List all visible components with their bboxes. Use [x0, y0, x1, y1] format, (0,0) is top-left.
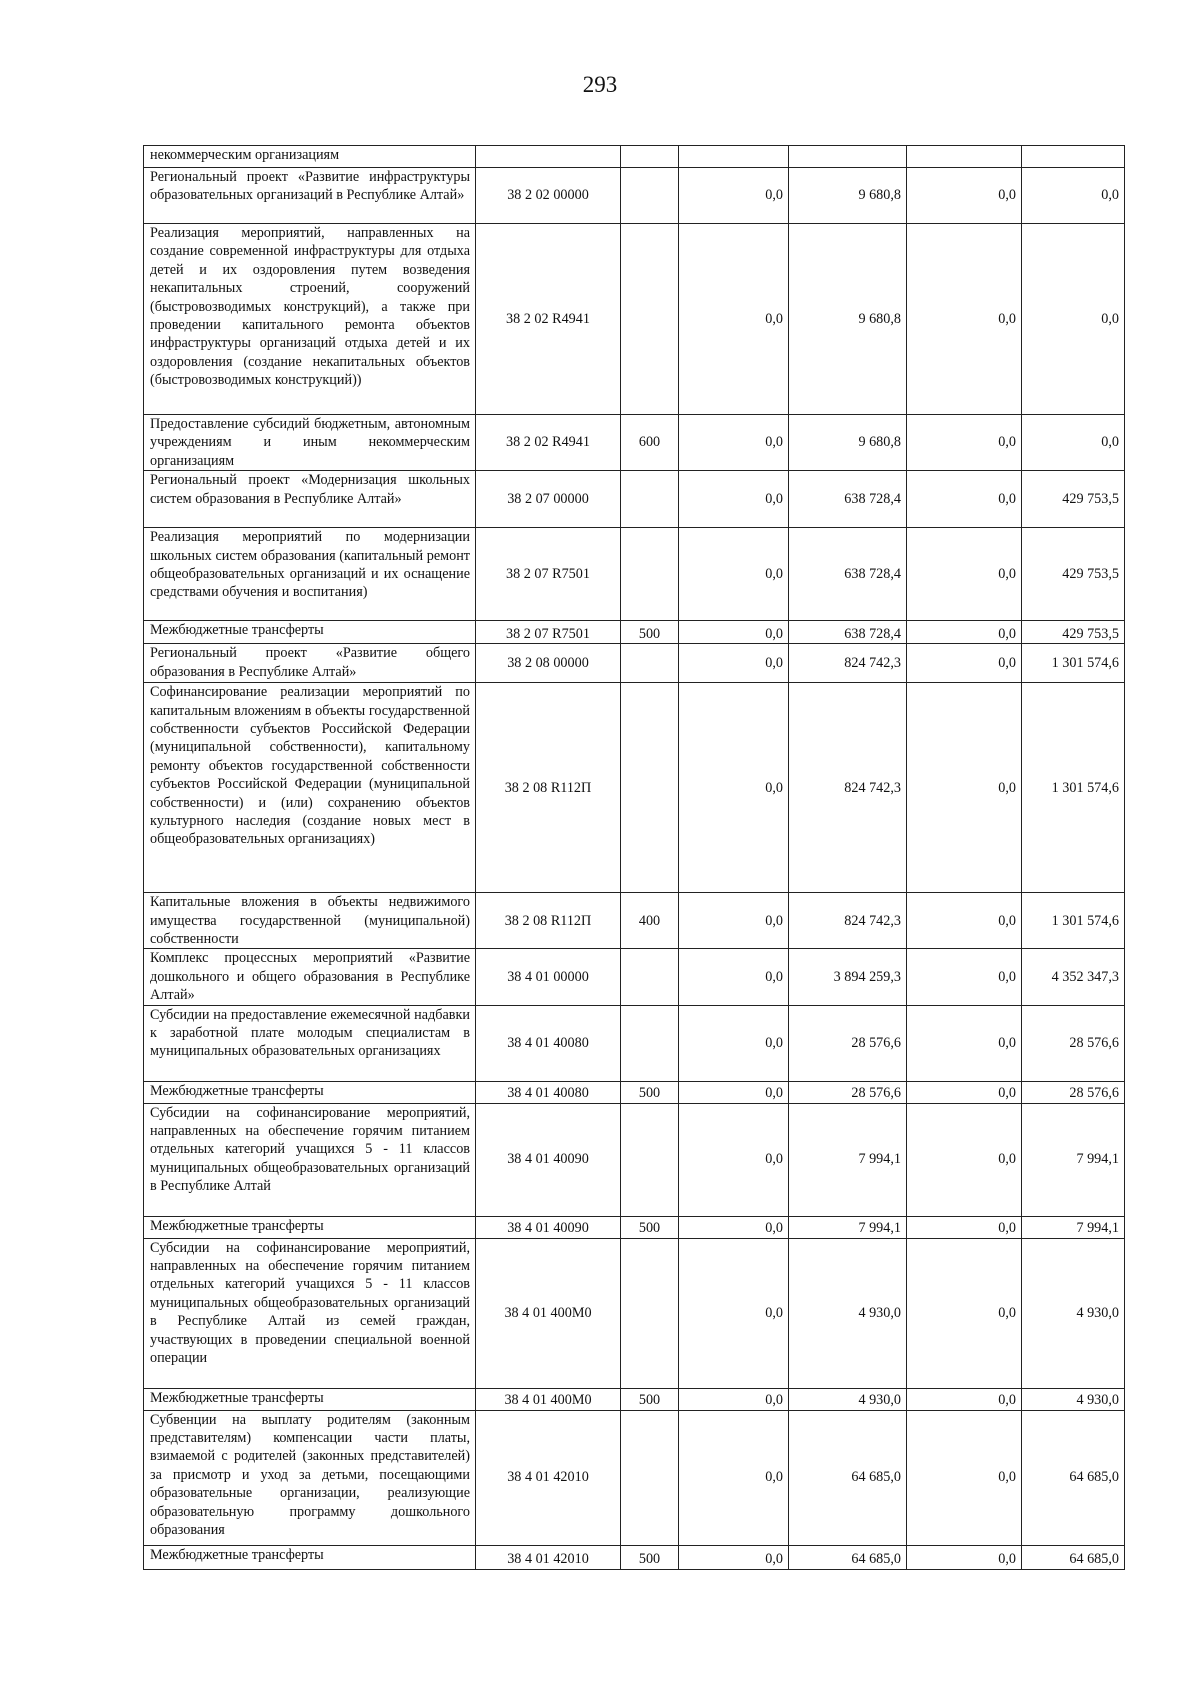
budget-table	[143, 145, 1125, 1570]
table-row	[144, 949, 1125, 1005]
amount-col-2: 64 685,0	[789, 1410, 907, 1545]
amount-col-3: 0,0	[907, 683, 1022, 893]
table-row	[144, 1238, 1125, 1388]
amount-col-4: 429 753,5	[1022, 471, 1125, 528]
amount-col-1: 0,0	[679, 621, 789, 644]
target-article-code: 38 2 08 R112П	[476, 683, 621, 893]
table-row	[144, 1216, 1125, 1238]
expense-type-code: 400	[621, 893, 679, 949]
target-article-code: 38 2 02 00000	[476, 168, 621, 224]
amount-col-2: 9 680,8	[789, 168, 907, 224]
target-article-code: 38 2 08 R112П	[476, 893, 621, 949]
table-row	[144, 1081, 1125, 1103]
amount-col-4: 4 930,0	[1022, 1388, 1125, 1410]
amount-col-4: 7 994,1	[1022, 1103, 1125, 1216]
amount-col-2: 824 742,3	[789, 893, 907, 949]
table-row	[144, 1005, 1125, 1081]
amount-col-4: 28 576,6	[1022, 1081, 1125, 1103]
expense-type-code: 500	[621, 621, 679, 644]
amount-col-2: 638 728,4	[789, 621, 907, 644]
amount-col-3: 0,0	[907, 1388, 1022, 1410]
expense-type-code	[621, 644, 679, 683]
table-row	[144, 1103, 1125, 1216]
table-row	[144, 168, 1125, 224]
expense-type-code	[621, 949, 679, 1005]
amount-col-3: 0,0	[907, 1005, 1022, 1081]
amount-col-4: 64 685,0	[1022, 1410, 1125, 1545]
amount-col-4: 4 352 347,3	[1022, 949, 1125, 1005]
amount-col-4: 64 685,0	[1022, 1545, 1125, 1569]
amount-col-1: 0,0	[679, 528, 789, 621]
row-description: Капитальные вложения в объекты недвижимого имущества государственной (муниципальной) собственности	[144, 893, 476, 949]
amount-col-3: 0,0	[907, 471, 1022, 528]
amount-col-4: 1 301 574,6	[1022, 683, 1125, 893]
row-description: Региональный проект «Модернизация школьных систем образования в Республике Алтай»	[144, 471, 476, 528]
table-row	[144, 683, 1125, 893]
table-row	[144, 224, 1125, 415]
row-description: Предоставление субсидий бюджетным, автономным учреждениям и иным некоммерческим организациям	[144, 415, 476, 471]
expense-type-code: 600	[621, 415, 679, 471]
amount-col-2: 4 930,0	[789, 1238, 907, 1388]
row-description: Межбюджетные трансферты	[144, 1081, 476, 1103]
row-description: Софинансирование реализации мероприятий по капитальным вложениям в объекты государственной собственности субъектов Российской Федерации (муниципальной собственности), капитальному ремонту объектов государственной собственности субъектов Российской Федерации (муниципальной собственности) и (или) сохранению объектов культурного наследия (создание новых мест в общеобразовательных организациях)	[144, 683, 476, 893]
table-row	[144, 471, 1125, 528]
target-article-code: 38 2 02 R4941	[476, 415, 621, 471]
amount-col-2: 3 894 259,3	[789, 949, 907, 1005]
amount-col-1: 0,0	[679, 893, 789, 949]
amount-col-1: 0,0	[679, 1388, 789, 1410]
amount-col-4: 1 301 574,6	[1022, 644, 1125, 683]
amount-col-3: 0,0	[907, 528, 1022, 621]
row-description: Межбюджетные трансферты	[144, 1388, 476, 1410]
amount-col-4	[1022, 146, 1125, 168]
amount-col-3: 0,0	[907, 224, 1022, 415]
row-description: Региональный проект «Развитие инфраструктуры образовательных организаций в Республике Алтай»	[144, 168, 476, 224]
expense-type-code	[621, 1005, 679, 1081]
amount-col-1: 0,0	[679, 471, 789, 528]
amount-col-1: 0,0	[679, 1005, 789, 1081]
row-description: Региональный проект «Развитие общего образования в Республике Алтай»	[144, 644, 476, 683]
amount-col-1: 0,0	[679, 683, 789, 893]
amount-col-2: 638 728,4	[789, 471, 907, 528]
amount-col-2: 9 680,8	[789, 224, 907, 415]
target-article-code	[476, 146, 621, 168]
expense-type-code	[621, 1410, 679, 1545]
table-row	[144, 146, 1125, 168]
amount-col-2: 4 930,0	[789, 1388, 907, 1410]
amount-col-4: 4 930,0	[1022, 1238, 1125, 1388]
amount-col-2: 9 680,8	[789, 415, 907, 471]
amount-col-1: 0,0	[679, 224, 789, 415]
amount-col-2: 28 576,6	[789, 1005, 907, 1081]
table-row	[144, 644, 1125, 683]
amount-col-2: 638 728,4	[789, 528, 907, 621]
expense-type-code	[621, 471, 679, 528]
target-article-code: 38 2 07 R7501	[476, 621, 621, 644]
amount-col-1: 0,0	[679, 949, 789, 1005]
target-article-code: 38 4 01 40080	[476, 1005, 621, 1081]
amount-col-3: 0,0	[907, 1238, 1022, 1388]
amount-col-3: 0,0	[907, 1103, 1022, 1216]
target-article-code: 38 4 01 40080	[476, 1081, 621, 1103]
expense-type-code	[621, 1238, 679, 1388]
expense-type-code	[621, 528, 679, 621]
amount-col-3: 0,0	[907, 168, 1022, 224]
table-row	[144, 415, 1125, 471]
row-description: Реализация мероприятий, направленных на создание современной инфраструктуры для отдыха детей и их оздоровления путем возведения некапитальных строений, сооружений (быстровозводимых конструкций), а также при проведении капитального ремонта объектов инфраструктуры организаций отдыха детей и их оздоровления (создание некапитальных объектов (быстровозводимых конструкций))	[144, 224, 476, 415]
table-row	[144, 1545, 1125, 1569]
amount-col-4: 0,0	[1022, 224, 1125, 415]
table-row	[144, 1410, 1125, 1545]
amount-col-1	[679, 146, 789, 168]
target-article-code: 38 2 07 R7501	[476, 528, 621, 621]
target-article-code: 38 4 01 00000	[476, 949, 621, 1005]
target-article-code: 38 4 01 400М0	[476, 1388, 621, 1410]
amount-col-1: 0,0	[679, 1216, 789, 1238]
expense-type-code: 500	[621, 1081, 679, 1103]
row-description: Субсидии на софинансирование мероприятий, направленных на обеспечение горячим питанием отдельных категорий учащихся 5 - 11 классов муниципальных общеобразовательных организаций в Республике Алтай	[144, 1103, 476, 1216]
amount-col-1: 0,0	[679, 1410, 789, 1545]
target-article-code: 38 2 02 R4941	[476, 224, 621, 415]
row-description: Субсидии на предоставление ежемесячной надбавки к заработной плате молодым специалистам в муниципальных образовательных организациях	[144, 1005, 476, 1081]
amount-col-3	[907, 146, 1022, 168]
expense-type-code: 500	[621, 1216, 679, 1238]
amount-col-2: 7 994,1	[789, 1216, 907, 1238]
amount-col-2: 28 576,6	[789, 1081, 907, 1103]
amount-col-2: 7 994,1	[789, 1103, 907, 1216]
row-description: Межбюджетные трансферты	[144, 1545, 476, 1569]
target-article-code: 38 2 07 00000	[476, 471, 621, 528]
amount-col-1: 0,0	[679, 1545, 789, 1569]
amount-col-1: 0,0	[679, 1081, 789, 1103]
amount-col-4: 1 301 574,6	[1022, 893, 1125, 949]
amount-col-2	[789, 146, 907, 168]
target-article-code: 38 4 01 40090	[476, 1216, 621, 1238]
amount-col-3: 0,0	[907, 1081, 1022, 1103]
row-description: Межбюджетные трансферты	[144, 1216, 476, 1238]
table-row	[144, 528, 1125, 621]
amount-col-3: 0,0	[907, 644, 1022, 683]
target-article-code: 38 2 08 00000	[476, 644, 621, 683]
amount-col-4: 28 576,6	[1022, 1005, 1125, 1081]
target-article-code: 38 4 01 42010	[476, 1410, 621, 1545]
expense-type-code: 500	[621, 1545, 679, 1569]
amount-col-1: 0,0	[679, 168, 789, 224]
amount-col-1: 0,0	[679, 644, 789, 683]
expense-type-code: 500	[621, 1388, 679, 1410]
row-description: Субвенции на выплату родителям (законным представителям) компенсации части платы, взимаемой с родителей (законных представителей) за присмотр и уход за детьми, посещающими образовательные организации, реализующие образовательную программу дошкольного образования	[144, 1410, 476, 1545]
target-article-code: 38 4 01 40090	[476, 1103, 621, 1216]
amount-col-2: 64 685,0	[789, 1545, 907, 1569]
target-article-code: 38 4 01 42010	[476, 1545, 621, 1569]
amount-col-2: 824 742,3	[789, 644, 907, 683]
expense-type-code	[621, 168, 679, 224]
amount-col-4: 0,0	[1022, 415, 1125, 471]
amount-col-3: 0,0	[907, 621, 1022, 644]
amount-col-3: 0,0	[907, 415, 1022, 471]
row-description: Реализация мероприятий по модернизации школьных систем образования (капитальный ремонт общеобразовательных организаций и их оснащение средствами обучения и воспитания)	[144, 528, 476, 621]
amount-col-4: 429 753,5	[1022, 528, 1125, 621]
amount-col-3: 0,0	[907, 893, 1022, 949]
table-row	[144, 621, 1125, 644]
row-description: Субсидии на софинансирование мероприятий, направленных на обеспечение горячим питанием отдельных категорий учащихся 5 - 11 классов муниципальных общеобразовательных организаций в Республике Алтай из семей граждан, участвующих в проведении специальной военной операции	[144, 1238, 476, 1388]
page-number: 293	[582, 72, 618, 97]
amount-col-1: 0,0	[679, 1238, 789, 1388]
amount-col-3: 0,0	[907, 1545, 1022, 1569]
amount-col-1: 0,0	[679, 415, 789, 471]
row-description: Комплекс процессных мероприятий «Развитие дошкольного и общего образования в Республике Алтай»	[144, 949, 476, 1005]
target-article-code: 38 4 01 400М0	[476, 1238, 621, 1388]
expense-type-code	[621, 224, 679, 415]
amount-col-1: 0,0	[679, 1103, 789, 1216]
amount-col-4: 0,0	[1022, 168, 1125, 224]
amount-col-4: 7 994,1	[1022, 1216, 1125, 1238]
amount-col-3: 0,0	[907, 949, 1022, 1005]
table-row	[144, 1388, 1125, 1410]
amount-col-4: 429 753,5	[1022, 621, 1125, 644]
amount-col-3: 0,0	[907, 1216, 1022, 1238]
table-row	[144, 893, 1125, 949]
expense-type-code	[621, 146, 679, 168]
expense-type-code	[621, 1103, 679, 1216]
expense-type-code	[621, 683, 679, 893]
amount-col-2: 824 742,3	[789, 683, 907, 893]
amount-col-3: 0,0	[907, 1410, 1022, 1545]
row-description: Межбюджетные трансферты	[144, 621, 476, 644]
row-description: некоммерческим организациям	[144, 146, 476, 168]
